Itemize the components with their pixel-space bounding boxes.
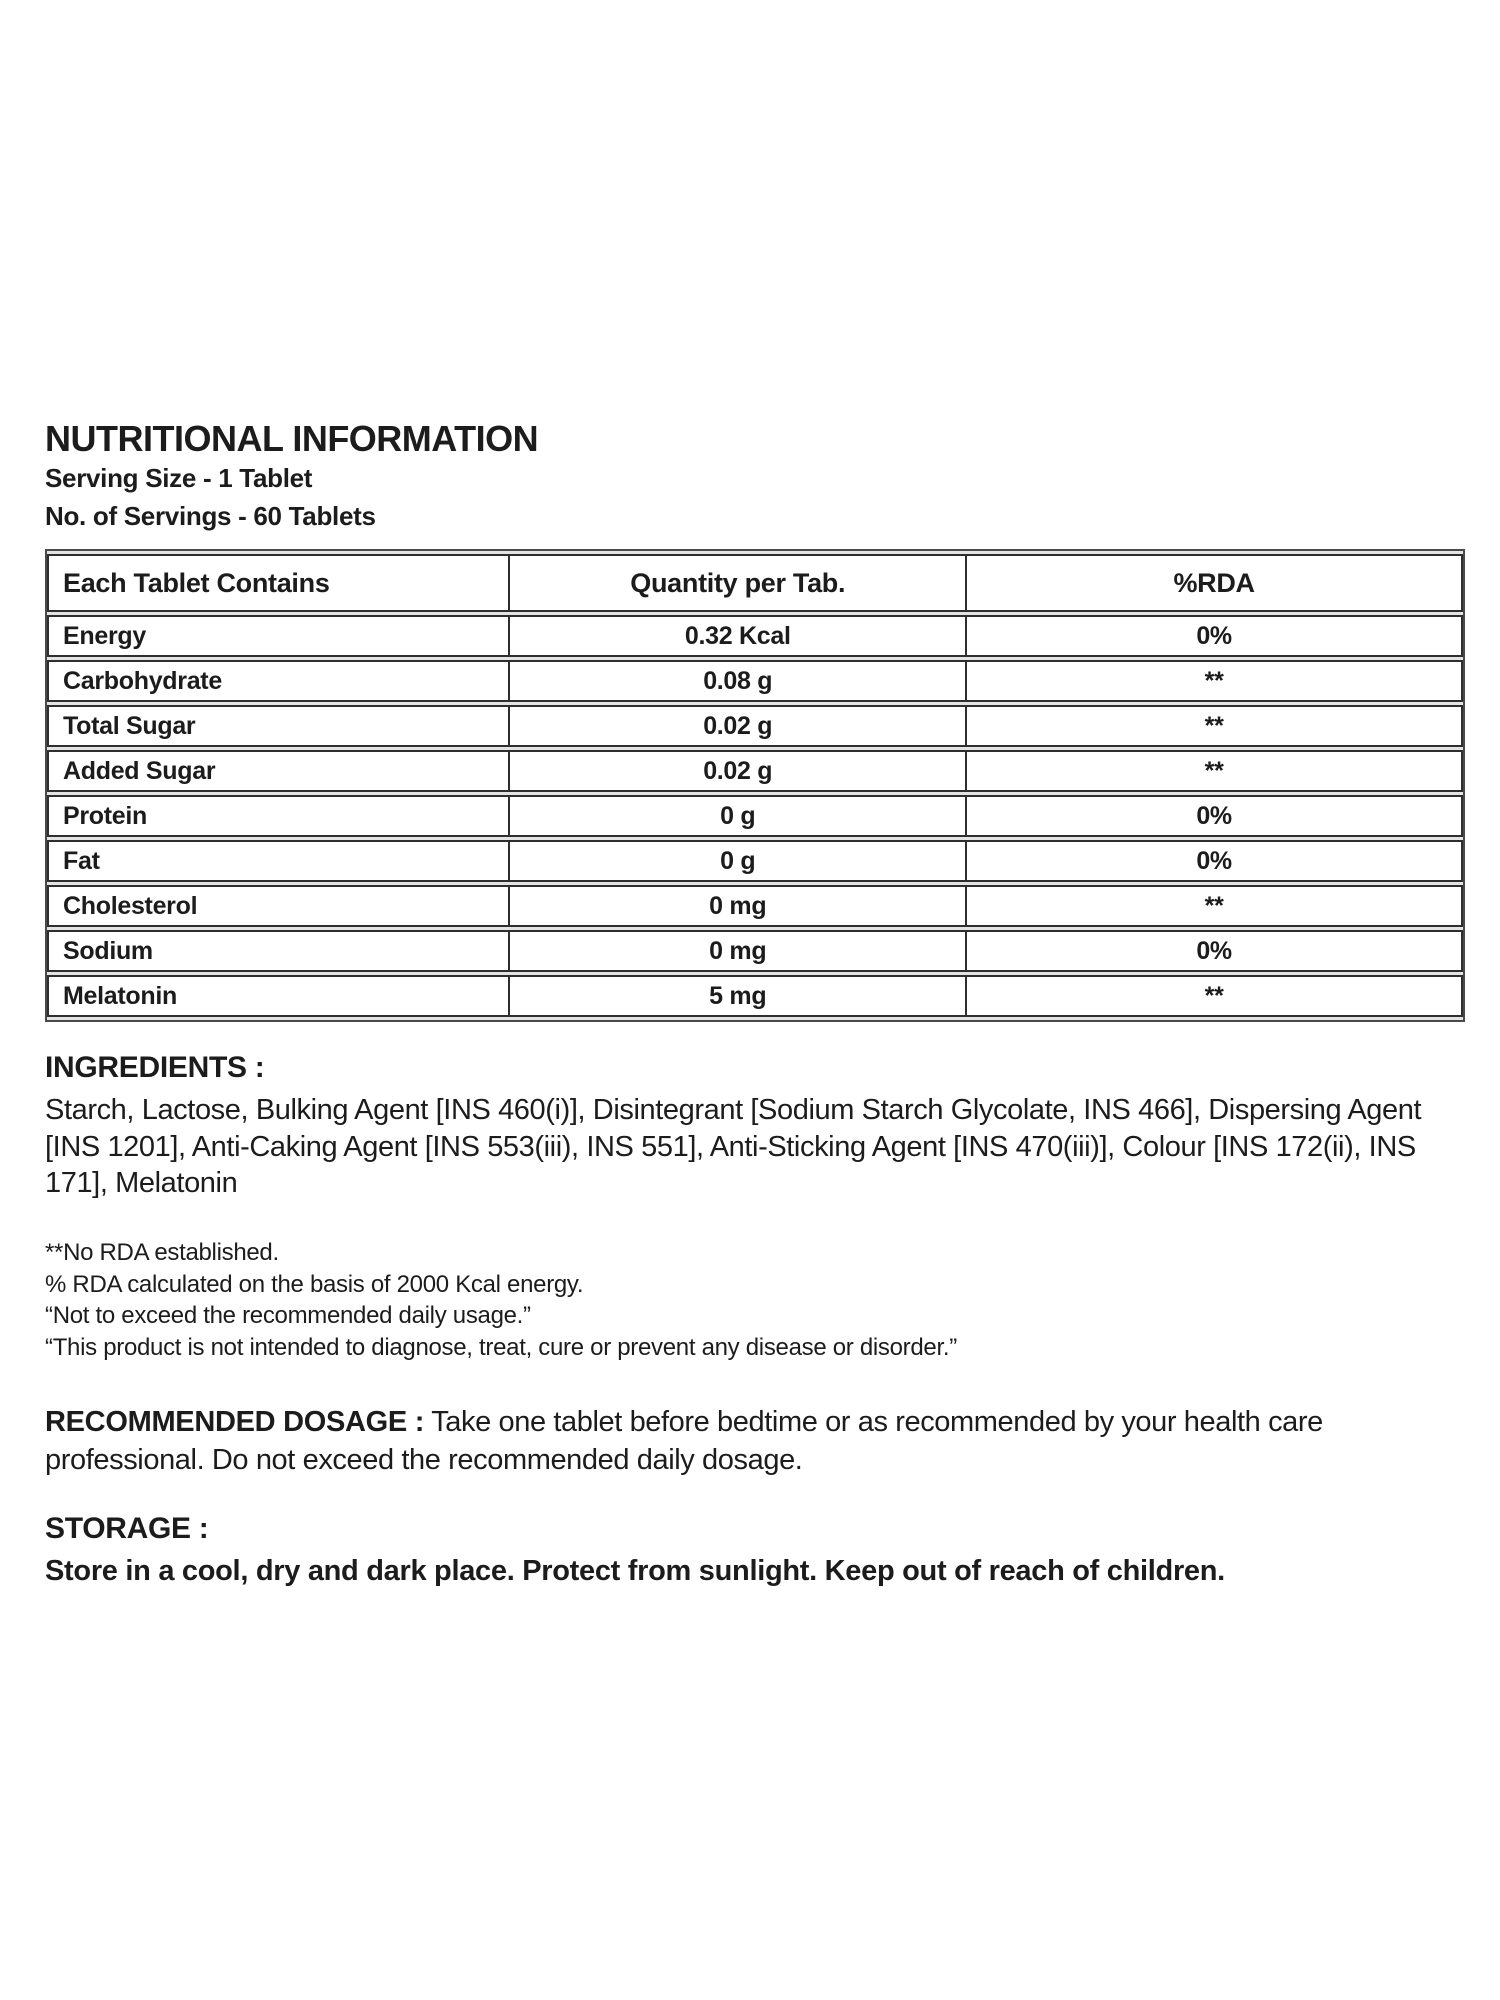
nutrient-name: Cholesterol	[47, 885, 510, 927]
dosage-section	[45, 1404, 1465, 1479]
nutrient-rda: 0%	[967, 930, 1463, 972]
nutrition-table-container	[45, 549, 1465, 1022]
ingredients-section	[45, 1050, 1465, 1201]
table-row	[47, 705, 1463, 747]
nutrient-quantity: 0 g	[510, 840, 967, 882]
footnote-rda-basis: % RDA calculated on the basis of 2000 Kcal energy.	[45, 1270, 584, 1298]
table-row	[47, 795, 1463, 837]
nutrient-name: Carbohydrate	[47, 660, 510, 702]
footnotes-section	[45, 1237, 1465, 1364]
footnote-disclaimer: “This product is not intended to diagnose, treat, cure or prevent any disease or disorder.”	[45, 1334, 957, 1362]
nutrient-rda: **	[967, 885, 1463, 927]
nutrient-rda: **	[967, 660, 1463, 702]
nutrient-name: Fat	[47, 840, 510, 882]
nutrient-quantity: 0.08 g	[510, 660, 967, 702]
nutrition-table	[47, 551, 1463, 1020]
nutrition-table-header	[47, 554, 1463, 612]
nutrient-rda: 0%	[967, 615, 1463, 657]
footnote-no-rda: **No RDA established.	[45, 1239, 279, 1267]
footnote-daily-usage: “Not to exceed the recommended daily usage.”	[45, 1302, 531, 1330]
ingredients-heading: INGREDIENTS :	[45, 1051, 265, 1085]
table-header-row	[47, 554, 1463, 612]
column-header-contains: Each Tablet Contains	[47, 554, 510, 612]
nutrient-quantity: 0.32 Kcal	[510, 615, 967, 657]
dosage-heading: RECOMMENDED DOSAGE :	[45, 1405, 425, 1438]
nutrition-label	[45, 420, 1465, 1591]
dosage-text: Take one tablet before bedtime or as recommended by your health care professional. Do not exceed the recommended daily dosage.	[45, 1405, 1323, 1476]
nutrient-rda: 0%	[967, 795, 1463, 837]
nutrient-name: Energy	[47, 615, 510, 657]
table-row	[47, 750, 1463, 792]
ingredients-text: Starch, Lactose, Bulking Agent [INS 460(i)], Disintegrant [Sodium Starch Glycolate, INS 466], Dispersing Agent [INS 1201], Anti-Caking Agent [INS 553(iii), INS 551], Anti-Sticking Agent [INS 470(iii)], Colour [INS 172(ii), INS 171], Melatonin	[45, 1094, 1422, 1199]
nutrient-quantity: 5 mg	[510, 975, 967, 1017]
page-title: NUTRITIONAL INFORMATION	[45, 418, 539, 459]
column-header-quantity: Quantity per Tab.	[510, 554, 967, 612]
servings-count-line: No. of Servings - 60 Tablets	[45, 500, 376, 531]
nutrient-name: Sodium	[47, 930, 510, 972]
column-header-rda: %RDA	[967, 554, 1463, 612]
nutrient-name: Added Sugar	[47, 750, 510, 792]
nutrient-rda: 0%	[967, 840, 1463, 882]
nutrient-quantity: 0 mg	[510, 930, 967, 972]
storage-heading: STORAGE :	[45, 1512, 209, 1546]
nutrient-name: Protein	[47, 795, 510, 837]
table-row	[47, 660, 1463, 702]
table-row	[47, 840, 1463, 882]
nutrient-name: Melatonin	[47, 975, 510, 1017]
table-row	[47, 885, 1463, 927]
table-row	[47, 930, 1463, 972]
nutrient-quantity: 0.02 g	[510, 705, 967, 747]
dosage-paragraph	[45, 1404, 1465, 1479]
nutrition-table-body	[47, 615, 1463, 1017]
nutrient-quantity: 0 g	[510, 795, 967, 837]
nutrient-rda: **	[967, 705, 1463, 747]
nutrient-name: Total Sugar	[47, 705, 510, 747]
storage-text: Store in a cool, dry and dark place. Protect from sunlight. Keep out of reach of children.	[45, 1555, 1225, 1588]
table-row	[47, 615, 1463, 657]
storage-section	[45, 1511, 1465, 1591]
serving-size-line: Serving Size - 1 Tablet	[45, 462, 313, 493]
table-row	[47, 975, 1463, 1017]
nutrient-quantity: 0 mg	[510, 885, 967, 927]
nutrient-rda: **	[967, 975, 1463, 1017]
nutrient-rda: **	[967, 750, 1463, 792]
nutrient-quantity: 0.02 g	[510, 750, 967, 792]
